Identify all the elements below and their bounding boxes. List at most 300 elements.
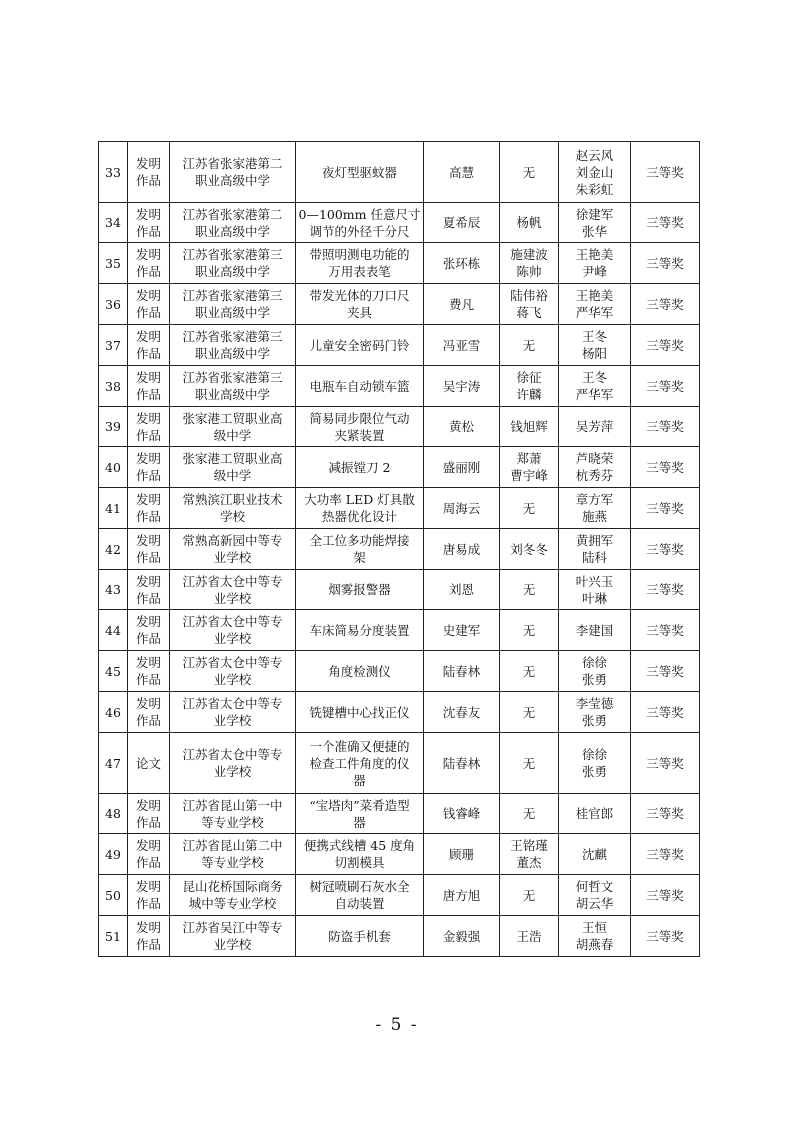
work-title-cell-text: 防盗手机套 bbox=[328, 928, 391, 944]
award-cell bbox=[631, 875, 700, 916]
work-title-cell-text: 带照明测电功能的 万用表表笔 bbox=[309, 247, 410, 279]
coauthor-cell bbox=[500, 142, 559, 203]
advisor-cell bbox=[559, 529, 631, 570]
coauthor-cell bbox=[500, 916, 559, 957]
author-cell-text: 黄松 bbox=[448, 419, 474, 434]
category-cell-text: 发明 作品 bbox=[135, 247, 161, 279]
table-row bbox=[99, 243, 700, 284]
table-row bbox=[99, 916, 700, 957]
author-cell-text: 陆春林 bbox=[442, 663, 481, 679]
advisor-cell bbox=[559, 794, 631, 834]
school-cell bbox=[170, 794, 296, 834]
coauthor-cell-text: 陆伟裕 蒋飞 bbox=[510, 288, 548, 320]
category-cell bbox=[128, 325, 170, 366]
award-cell-text: 三等奖 bbox=[646, 704, 684, 720]
school-cell-text: 江苏省太仓中等专 业学校 bbox=[182, 696, 283, 728]
advisor-cell bbox=[559, 692, 631, 733]
author-cell bbox=[424, 794, 500, 834]
category-cell bbox=[128, 203, 170, 243]
school-cell-text: 常熟高新园中等专 业学校 bbox=[182, 533, 283, 565]
page-number: - 5 - bbox=[375, 1015, 419, 1035]
work-title-cell bbox=[296, 447, 424, 488]
table-row bbox=[99, 794, 700, 834]
category-cell bbox=[128, 834, 170, 875]
school-cell-text: 江苏省太仓中等专 业学校 bbox=[182, 747, 283, 779]
table-row bbox=[99, 875, 700, 916]
author-cell bbox=[424, 488, 500, 529]
category-cell bbox=[128, 875, 170, 916]
row-number-cell-text: 35 bbox=[105, 255, 121, 271]
author-cell-text: 沈春友 bbox=[442, 704, 481, 720]
category-cell bbox=[128, 651, 170, 692]
award-cell-text: 三等奖 bbox=[646, 887, 684, 903]
advisor-cell-text: 芦晓荣 杭秀芬 bbox=[575, 451, 614, 483]
author-cell-text: 费凡 bbox=[448, 296, 474, 312]
advisor-cell-text: 徐徐 张勇 bbox=[581, 655, 607, 687]
author-cell bbox=[424, 834, 500, 875]
coauthor-cell-text: 无 bbox=[522, 663, 536, 679]
advisor-cell bbox=[559, 284, 631, 325]
advisor-cell-text: 王艳美 尹峰 bbox=[575, 247, 614, 279]
category-cell-text: 发明 作品 bbox=[135, 533, 161, 565]
award-cell bbox=[631, 284, 700, 325]
school-cell bbox=[170, 610, 296, 651]
award-cell bbox=[631, 916, 700, 957]
advisor-cell bbox=[559, 834, 631, 875]
award-cell-text: 三等奖 bbox=[646, 663, 684, 679]
school-cell bbox=[170, 916, 296, 957]
table-row bbox=[99, 733, 700, 794]
coauthor-cell-text: 无 bbox=[522, 704, 536, 720]
advisor-cell-text: 王冬 严华军 bbox=[575, 370, 614, 402]
work-title-cell-text: 夜灯型驱蚊器 bbox=[321, 164, 397, 180]
work-title-cell bbox=[296, 834, 424, 875]
work-title-cell bbox=[296, 794, 424, 834]
work-title-cell-text: 角度检测仪 bbox=[328, 663, 391, 679]
award-cell bbox=[631, 447, 700, 488]
coauthor-cell-text: 王浩 bbox=[516, 928, 542, 944]
award-cell-text: 三等奖 bbox=[646, 419, 684, 434]
school-cell-text: 江苏省太仓中等专 业学校 bbox=[182, 614, 283, 646]
advisor-cell bbox=[559, 325, 631, 366]
award-cell-text: 三等奖 bbox=[646, 337, 684, 353]
coauthor-cell-text: 无 bbox=[522, 582, 536, 597]
award-cell bbox=[631, 407, 700, 447]
work-title-cell-text: 烟雾报警器 bbox=[328, 582, 391, 597]
row-number-cell bbox=[99, 284, 128, 325]
category-cell-text: 发明 作品 bbox=[135, 573, 161, 606]
school-cell-text: 江苏省昆山第二中 等专业学校 bbox=[182, 838, 283, 870]
coauthor-cell bbox=[500, 488, 559, 529]
author-cell bbox=[424, 875, 500, 916]
advisor-cell bbox=[559, 916, 631, 957]
author-cell bbox=[424, 407, 500, 447]
work-title-cell bbox=[296, 203, 424, 243]
advisor-cell bbox=[559, 243, 631, 284]
award-cell-text: 三等奖 bbox=[646, 459, 684, 475]
row-number-cell-text: 50 bbox=[105, 887, 121, 903]
author-cell-text: 吴宇涛 bbox=[442, 378, 481, 394]
category-cell-text: 发明 作品 bbox=[135, 797, 161, 830]
row-number-cell-text: 37 bbox=[105, 337, 121, 353]
row-number-cell-text: 42 bbox=[105, 541, 121, 557]
school-cell-text: 江苏省张家港第二 职业高级中学 bbox=[182, 206, 283, 239]
row-number-cell bbox=[99, 794, 128, 834]
school-cell bbox=[170, 488, 296, 529]
school-cell bbox=[170, 651, 296, 692]
category-cell-text: 发明 作品 bbox=[135, 614, 161, 646]
work-title-cell bbox=[296, 407, 424, 447]
school-cell-text: 江苏省张家港第三 职业高级中学 bbox=[182, 247, 283, 279]
advisor-cell bbox=[559, 488, 631, 529]
advisor-cell-text: 王恒 胡燕春 bbox=[575, 920, 614, 952]
work-title-cell-text: 电瓶车自动锁车篮 bbox=[309, 378, 410, 394]
award-cell bbox=[631, 243, 700, 284]
row-number-cell-text: 46 bbox=[105, 704, 121, 720]
row-number-cell bbox=[99, 733, 128, 794]
award-cell-text: 三等奖 bbox=[646, 755, 684, 771]
author-cell bbox=[424, 529, 500, 570]
coauthor-cell-text: 刘冬冬 bbox=[510, 541, 548, 557]
category-cell-text: 发明 作品 bbox=[135, 156, 161, 188]
row-number-cell bbox=[99, 610, 128, 651]
school-cell bbox=[170, 366, 296, 407]
table-row bbox=[99, 570, 700, 610]
award-cell bbox=[631, 733, 700, 794]
work-title-cell-text: 儿童安全密码门铃 bbox=[309, 337, 410, 353]
advisor-cell bbox=[559, 447, 631, 488]
author-cell-text: 盛丽刚 bbox=[442, 459, 481, 475]
school-cell bbox=[170, 733, 296, 794]
work-title-cell-text: 车床简易分度装置 bbox=[309, 622, 410, 638]
advisor-cell bbox=[559, 203, 631, 243]
school-cell bbox=[170, 142, 296, 203]
advisor-cell-text: 吴芳萍 bbox=[575, 419, 614, 434]
work-title-cell bbox=[296, 570, 424, 610]
row-number-cell-text: 33 bbox=[105, 164, 121, 180]
school-cell bbox=[170, 284, 296, 325]
coauthor-cell-text: 杨帆 bbox=[516, 215, 542, 230]
work-title-cell bbox=[296, 243, 424, 284]
award-cell bbox=[631, 488, 700, 529]
work-title-cell bbox=[296, 142, 424, 203]
school-cell bbox=[170, 203, 296, 243]
school-cell bbox=[170, 834, 296, 875]
row-number-cell-text: 45 bbox=[105, 663, 121, 679]
school-cell-text: 常熟滨江职业技术 学校 bbox=[182, 492, 283, 524]
category-cell-text: 发明 作品 bbox=[135, 410, 161, 443]
table-row bbox=[99, 834, 700, 875]
table-row bbox=[99, 203, 700, 243]
row-number-cell bbox=[99, 488, 128, 529]
row-number-cell bbox=[99, 529, 128, 570]
row-number-cell-text: 47 bbox=[105, 755, 121, 771]
category-cell-text: 论文 bbox=[135, 755, 161, 771]
school-cell-text: 江苏省张家港第三 职业高级中学 bbox=[182, 329, 283, 361]
work-title-cell-text: 大功率 LED 灯具散 热器优化设计 bbox=[304, 492, 415, 524]
author-cell bbox=[424, 142, 500, 203]
coauthor-cell bbox=[500, 834, 559, 875]
advisor-cell-text: 王艳美 严华军 bbox=[575, 288, 614, 320]
row-number-cell-text: 34 bbox=[105, 215, 121, 230]
coauthor-cell bbox=[500, 366, 559, 407]
award-cell bbox=[631, 610, 700, 651]
table-row bbox=[99, 407, 700, 447]
coauthor-cell-text: 无 bbox=[522, 500, 536, 516]
coauthor-cell bbox=[500, 651, 559, 692]
category-cell-text: 发明 作品 bbox=[135, 206, 161, 239]
category-cell bbox=[128, 529, 170, 570]
category-cell bbox=[128, 610, 170, 651]
advisor-cell-text: 沈麒 bbox=[581, 846, 607, 862]
row-number-cell bbox=[99, 243, 128, 284]
author-cell bbox=[424, 243, 500, 284]
work-title-cell bbox=[296, 325, 424, 366]
work-title-cell bbox=[296, 875, 424, 916]
school-cell-text: 江苏省张家港第三 职业高级中学 bbox=[182, 288, 283, 320]
school-cell bbox=[170, 570, 296, 610]
category-cell bbox=[128, 488, 170, 529]
coauthor-cell-text: 无 bbox=[522, 164, 536, 180]
school-cell-text: 江苏省太仓中等专 业学校 bbox=[182, 655, 283, 687]
school-cell bbox=[170, 529, 296, 570]
author-cell bbox=[424, 916, 500, 957]
award-cell-text: 三等奖 bbox=[646, 928, 684, 944]
coauthor-cell bbox=[500, 203, 559, 243]
coauthor-cell-text: 王铭瑾 董杰 bbox=[510, 838, 548, 870]
school-cell bbox=[170, 325, 296, 366]
table-row bbox=[99, 610, 700, 651]
award-cell-text: 三等奖 bbox=[646, 378, 684, 394]
school-cell-text: 张家港工贸职业高 级中学 bbox=[182, 451, 283, 483]
school-cell bbox=[170, 875, 296, 916]
author-cell bbox=[424, 651, 500, 692]
coauthor-cell bbox=[500, 875, 559, 916]
coauthor-cell bbox=[500, 610, 559, 651]
row-number-cell bbox=[99, 203, 128, 243]
row-number-cell-text: 43 bbox=[105, 582, 121, 597]
work-title-cell bbox=[296, 284, 424, 325]
work-title-cell-text: 树冠喷刷石灰水全 自动装置 bbox=[309, 879, 410, 911]
table-row bbox=[99, 488, 700, 529]
advisor-cell-text: 李建国 bbox=[575, 622, 614, 638]
school-cell-text: 江苏省昆山第一中 等专业学校 bbox=[182, 797, 283, 830]
category-cell bbox=[128, 284, 170, 325]
coauthor-cell-text: 钱旭辉 bbox=[510, 419, 548, 434]
author-cell bbox=[424, 447, 500, 488]
category-cell bbox=[128, 692, 170, 733]
work-title-cell bbox=[296, 488, 424, 529]
coauthor-cell bbox=[500, 692, 559, 733]
coauthor-cell bbox=[500, 407, 559, 447]
author-cell-text: 刘恩 bbox=[448, 582, 474, 597]
advisor-cell bbox=[559, 366, 631, 407]
advisor-cell-text: 徐建军 张华 bbox=[575, 206, 614, 239]
row-number-cell-text: 48 bbox=[105, 806, 121, 821]
author-cell bbox=[424, 610, 500, 651]
author-cell-text: 冯亚雪 bbox=[442, 337, 481, 353]
work-title-cell bbox=[296, 692, 424, 733]
category-cell-text: 发明 作品 bbox=[135, 655, 161, 687]
award-cell bbox=[631, 529, 700, 570]
category-cell bbox=[128, 447, 170, 488]
advisor-cell-text: 桂官郎 bbox=[575, 806, 614, 821]
author-cell bbox=[424, 692, 500, 733]
advisor-cell-text: 李莹德 张勇 bbox=[575, 696, 614, 728]
author-cell bbox=[424, 570, 500, 610]
author-cell-text: 唐易成 bbox=[442, 541, 481, 557]
coauthor-cell bbox=[500, 447, 559, 488]
award-cell-text: 三等奖 bbox=[646, 806, 684, 821]
row-number-cell bbox=[99, 916, 128, 957]
school-cell-text: 江苏省张家港第二 职业高级中学 bbox=[182, 156, 283, 188]
row-number-cell-text: 51 bbox=[105, 928, 121, 944]
award-cell-text: 三等奖 bbox=[646, 846, 684, 862]
row-number-cell bbox=[99, 834, 128, 875]
school-cell-text: 江苏省吴江中等专 业学校 bbox=[182, 920, 283, 952]
author-cell-text: 唐方旭 bbox=[442, 887, 481, 903]
school-cell bbox=[170, 447, 296, 488]
category-cell bbox=[128, 733, 170, 794]
author-cell bbox=[424, 203, 500, 243]
work-title-cell bbox=[296, 733, 424, 794]
table-row bbox=[99, 366, 700, 407]
category-cell bbox=[128, 243, 170, 284]
category-cell-text: 发明 作品 bbox=[135, 492, 161, 524]
award-cell-text: 三等奖 bbox=[646, 541, 684, 557]
author-cell-text: 史建军 bbox=[442, 622, 481, 638]
table-row bbox=[99, 651, 700, 692]
author-cell-text: 陆春林 bbox=[442, 755, 481, 771]
coauthor-cell-text: 无 bbox=[522, 806, 536, 821]
school-cell-text: 张家港工贸职业高 级中学 bbox=[182, 410, 283, 443]
coauthor-cell bbox=[500, 284, 559, 325]
school-cell bbox=[170, 243, 296, 284]
advisor-cell-text: 何哲文 胡云华 bbox=[575, 879, 614, 911]
row-number-cell bbox=[99, 366, 128, 407]
row-number-cell bbox=[99, 651, 128, 692]
coauthor-cell-text: 徐征 许麟 bbox=[516, 370, 542, 402]
table-row bbox=[99, 529, 700, 570]
school-cell bbox=[170, 692, 296, 733]
author-cell-text: 周海云 bbox=[442, 500, 481, 516]
author-cell-text: 钱睿峰 bbox=[442, 806, 481, 821]
advisor-cell bbox=[559, 142, 631, 203]
row-number-cell-text: 44 bbox=[105, 622, 121, 638]
work-title-cell-text: “宝塔肉”菜肴造型 器 bbox=[309, 797, 410, 830]
award-cell-text: 三等奖 bbox=[646, 582, 684, 597]
coauthor-cell bbox=[500, 325, 559, 366]
work-title-cell bbox=[296, 610, 424, 651]
work-title-cell-text: 0—100mm 任意尺寸 调节的外径千分尺 bbox=[298, 206, 421, 239]
row-number-cell bbox=[99, 875, 128, 916]
award-cell-text: 三等奖 bbox=[646, 164, 684, 180]
coauthor-cell-text: 郑萧 曹宇峰 bbox=[510, 451, 548, 483]
author-cell bbox=[424, 284, 500, 325]
coauthor-cell-text: 无 bbox=[522, 622, 536, 638]
award-cell-text: 三等奖 bbox=[646, 622, 684, 638]
coauthor-cell-text: 无 bbox=[522, 755, 536, 771]
category-cell-text: 发明 作品 bbox=[135, 879, 161, 911]
advisor-cell-text: 徐徐 张勇 bbox=[581, 747, 607, 779]
author-cell-text: 夏希辰 bbox=[442, 215, 481, 230]
work-title-cell-text: 简易同步限位气动 夹紧装置 bbox=[309, 410, 410, 443]
row-number-cell bbox=[99, 142, 128, 203]
advisor-cell-text: 黄拥军 陆科 bbox=[575, 533, 614, 565]
work-title-cell bbox=[296, 366, 424, 407]
category-cell bbox=[128, 142, 170, 203]
advisor-cell bbox=[559, 570, 631, 610]
author-cell-text: 张环栋 bbox=[442, 255, 481, 271]
coauthor-cell bbox=[500, 733, 559, 794]
coauthor-cell-text: 无 bbox=[522, 337, 536, 353]
advisor-cell-text: 章方军 施燕 bbox=[575, 492, 614, 524]
work-title-cell-text: 便携式线槽 45 度角 切割模具 bbox=[303, 838, 416, 870]
work-title-cell bbox=[296, 916, 424, 957]
category-cell-text: 发明 作品 bbox=[135, 696, 161, 728]
table-row bbox=[99, 142, 700, 203]
category-cell bbox=[128, 366, 170, 407]
award-cell bbox=[631, 203, 700, 243]
author-cell bbox=[424, 733, 500, 794]
advisor-cell bbox=[559, 407, 631, 447]
award-cell bbox=[631, 325, 700, 366]
advisor-cell-text: 叶兴玉 叶琳 bbox=[575, 573, 614, 606]
award-cell-text: 三等奖 bbox=[646, 296, 684, 312]
category-cell bbox=[128, 916, 170, 957]
table-row bbox=[99, 325, 700, 366]
category-cell bbox=[128, 794, 170, 834]
award-cell-text: 三等奖 bbox=[646, 255, 684, 271]
row-number-cell-text: 39 bbox=[105, 419, 121, 434]
work-title-cell-text: 减振镗刀 2 bbox=[328, 459, 391, 475]
coauthor-cell bbox=[500, 529, 559, 570]
school-cell-text: 江苏省张家港第三 职业高级中学 bbox=[182, 370, 283, 402]
advisor-cell-text: 王冬 杨阳 bbox=[581, 329, 607, 361]
award-cell-text: 三等奖 bbox=[646, 500, 684, 516]
category-cell-text: 发明 作品 bbox=[135, 370, 161, 402]
award-table bbox=[98, 141, 700, 957]
row-number-cell bbox=[99, 407, 128, 447]
work-title-cell bbox=[296, 651, 424, 692]
row-number-cell bbox=[99, 570, 128, 610]
award-cell bbox=[631, 366, 700, 407]
author-cell-text: 金毅强 bbox=[442, 928, 481, 944]
award-cell-text: 三等奖 bbox=[646, 215, 684, 230]
award-cell bbox=[631, 651, 700, 692]
author-cell-text: 顾珊 bbox=[448, 846, 474, 862]
advisor-cell bbox=[559, 610, 631, 651]
row-number-cell bbox=[99, 692, 128, 733]
category-cell bbox=[128, 570, 170, 610]
advisor-cell-text: 赵云风 刘金山 朱彩虹 bbox=[575, 147, 614, 197]
award-cell bbox=[631, 142, 700, 203]
table-row bbox=[99, 447, 700, 488]
table-row bbox=[99, 692, 700, 733]
award-cell bbox=[631, 794, 700, 834]
advisor-cell bbox=[559, 733, 631, 794]
work-title-cell-text: 铣键槽中心找正仪 bbox=[309, 704, 410, 720]
category-cell-text: 发明 作品 bbox=[135, 288, 161, 320]
award-table-body bbox=[99, 142, 700, 957]
award-cell bbox=[631, 834, 700, 875]
school-cell-text: 江苏省太仓中等专 业学校 bbox=[182, 573, 283, 606]
coauthor-cell bbox=[500, 243, 559, 284]
row-number-cell bbox=[99, 447, 128, 488]
coauthor-cell-text: 无 bbox=[522, 887, 536, 903]
advisor-cell bbox=[559, 875, 631, 916]
work-title-cell bbox=[296, 529, 424, 570]
